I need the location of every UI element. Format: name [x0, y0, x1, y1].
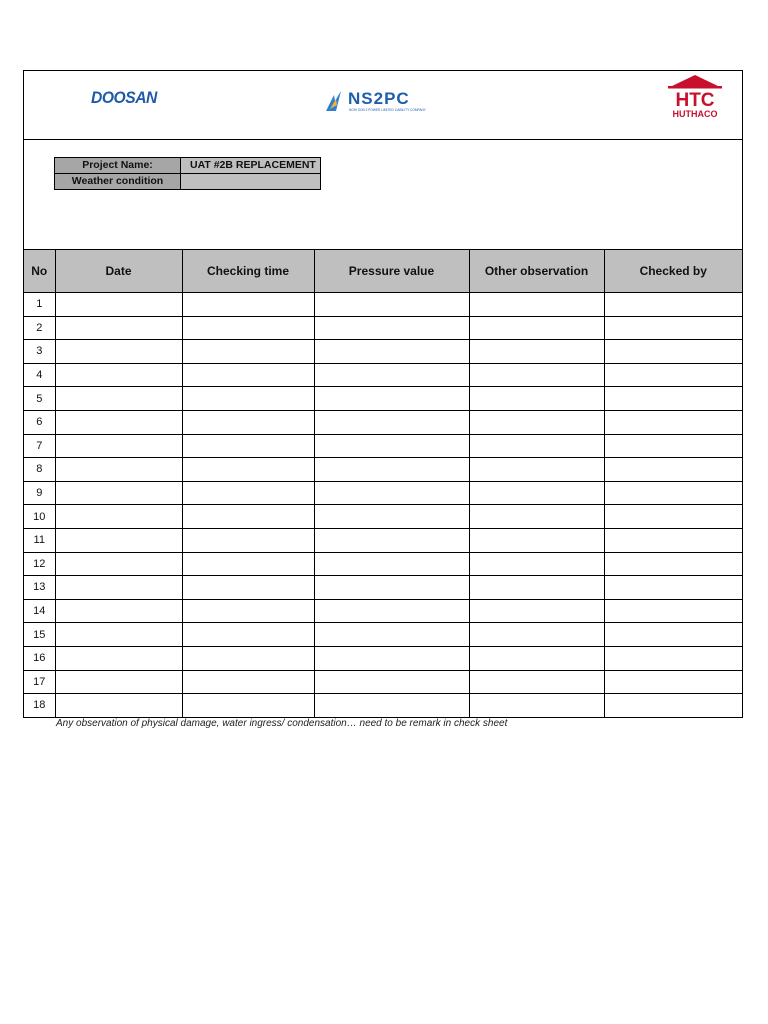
project-info-table — [54, 157, 321, 190]
htc-subtext: HUTHACO — [672, 109, 718, 119]
row-number: 8 — [24, 458, 55, 482]
other-observation-cell[interactable] — [469, 387, 604, 411]
checked-by-cell[interactable] — [604, 646, 742, 670]
table-row — [24, 363, 742, 387]
other-observation-cell[interactable] — [469, 363, 604, 387]
checked-by-cell[interactable] — [604, 599, 742, 623]
ns2pc-logo — [324, 87, 474, 115]
checked-by-cell[interactable] — [604, 528, 742, 552]
check-sheet — [23, 70, 743, 718]
table-row — [24, 458, 742, 482]
date-cell[interactable] — [55, 293, 182, 317]
date-cell[interactable] — [55, 623, 182, 647]
htc-wordmark: HTC — [675, 90, 715, 111]
checking-time-cell[interactable] — [182, 623, 314, 647]
date-cell[interactable] — [55, 481, 182, 505]
table-row — [24, 576, 742, 600]
other-observation-cell[interactable] — [469, 458, 604, 482]
other-observation-cell[interactable] — [469, 505, 604, 529]
pressure-value-cell[interactable] — [314, 552, 469, 576]
other-observation-cell[interactable] — [469, 576, 604, 600]
checked-by-cell[interactable] — [604, 363, 742, 387]
checking-time-cell[interactable] — [182, 552, 314, 576]
pressure-value-cell[interactable] — [314, 646, 469, 670]
project-info-band — [24, 140, 742, 250]
table-row — [24, 481, 742, 505]
date-cell[interactable] — [55, 505, 182, 529]
header-pressure-value: Pressure value — [314, 250, 469, 293]
table-row — [24, 646, 742, 670]
table-row — [24, 410, 742, 434]
checking-time-cell[interactable] — [182, 481, 314, 505]
other-observation-cell[interactable] — [469, 528, 604, 552]
logo-band — [24, 71, 742, 140]
row-number: 11 — [24, 528, 55, 552]
weather-value[interactable] — [181, 174, 321, 190]
table-row — [24, 505, 742, 529]
footnote: Any observation of physical damage, water ingress/ condensation… need to be remark in check sheet — [56, 718, 508, 729]
checked-by-cell[interactable] — [604, 293, 742, 317]
other-observation-cell[interactable] — [469, 410, 604, 434]
date-cell[interactable] — [55, 387, 182, 411]
header-date: Date — [55, 250, 182, 293]
table-row — [24, 694, 742, 718]
pressure-value-cell[interactable] — [314, 599, 469, 623]
weather-label: Weather condition — [55, 174, 181, 190]
row-number: 13 — [24, 576, 55, 600]
other-observation-cell[interactable] — [469, 481, 604, 505]
pressure-value-cell[interactable] — [314, 694, 469, 718]
date-cell[interactable] — [55, 694, 182, 718]
row-number: 7 — [24, 434, 55, 458]
date-cell[interactable] — [55, 552, 182, 576]
other-observation-cell[interactable] — [469, 694, 604, 718]
date-cell[interactable] — [55, 528, 182, 552]
table-row — [24, 528, 742, 552]
date-cell[interactable] — [55, 646, 182, 670]
other-observation-cell[interactable] — [469, 646, 604, 670]
checked-by-cell[interactable] — [604, 670, 742, 694]
row-number: 4 — [24, 363, 55, 387]
row-number: 2 — [24, 316, 55, 340]
checking-time-cell[interactable] — [182, 410, 314, 434]
checking-time-cell[interactable] — [182, 387, 314, 411]
project-name-value[interactable]: UAT #2B REPLACEMENT — [181, 158, 321, 174]
row-number: 18 — [24, 694, 55, 718]
row-number: 10 — [24, 505, 55, 529]
htc-logo — [666, 74, 724, 120]
table-row — [24, 552, 742, 576]
table-row — [24, 340, 742, 364]
row-number: 3 — [24, 340, 55, 364]
date-cell[interactable] — [55, 434, 182, 458]
pressure-value-cell[interactable] — [314, 410, 469, 434]
pressure-value-cell[interactable] — [314, 623, 469, 647]
other-observation-cell[interactable] — [469, 340, 604, 364]
ns2pc-wordmark: NS2PC — [348, 89, 410, 108]
checking-time-cell[interactable] — [182, 528, 314, 552]
pressure-value-cell[interactable] — [314, 528, 469, 552]
checking-time-cell[interactable] — [182, 576, 314, 600]
pressure-value-cell[interactable] — [314, 434, 469, 458]
checked-by-cell[interactable] — [604, 458, 742, 482]
checking-time-cell[interactable] — [182, 505, 314, 529]
table-row — [24, 623, 742, 647]
pressure-value-cell[interactable] — [314, 481, 469, 505]
checked-by-cell[interactable] — [604, 694, 742, 718]
table-body — [24, 293, 742, 718]
checked-by-cell[interactable] — [604, 576, 742, 600]
checked-by-cell[interactable] — [604, 552, 742, 576]
other-observation-cell[interactable] — [469, 293, 604, 317]
table-row — [24, 293, 742, 317]
checked-by-cell[interactable] — [604, 481, 742, 505]
other-observation-cell[interactable] — [469, 434, 604, 458]
checking-time-cell[interactable] — [182, 293, 314, 317]
row-number: 15 — [24, 623, 55, 647]
table-row — [24, 434, 742, 458]
header-checked-by: Checked by — [604, 250, 742, 293]
header-no: No — [24, 250, 55, 293]
row-number: 1 — [24, 293, 55, 317]
row-number: 16 — [24, 646, 55, 670]
table-row — [24, 670, 742, 694]
row-number: 12 — [24, 552, 55, 576]
check-table — [24, 250, 742, 718]
checked-by-cell[interactable] — [604, 505, 742, 529]
checking-time-cell[interactable] — [182, 599, 314, 623]
table-row — [24, 599, 742, 623]
pressure-value-cell[interactable] — [314, 387, 469, 411]
ns2pc-tagline: NGHI SON 2 POWER LIMITED LIABILITY COMPANY — [349, 108, 426, 112]
row-number: 17 — [24, 670, 55, 694]
checking-time-cell[interactable] — [182, 670, 314, 694]
checking-time-cell[interactable] — [182, 363, 314, 387]
date-cell[interactable] — [55, 410, 182, 434]
header-other-observation: Other observation — [469, 250, 604, 293]
pressure-value-cell[interactable] — [314, 670, 469, 694]
header-checking-time: Checking time — [182, 250, 314, 293]
row-number: 6 — [24, 410, 55, 434]
other-observation-cell[interactable] — [469, 599, 604, 623]
checking-time-cell[interactable] — [182, 340, 314, 364]
pressure-value-cell[interactable] — [314, 576, 469, 600]
checked-by-cell[interactable] — [604, 410, 742, 434]
other-observation-cell[interactable] — [469, 552, 604, 576]
row-number: 14 — [24, 599, 55, 623]
other-observation-cell[interactable] — [469, 316, 604, 340]
date-cell[interactable] — [55, 363, 182, 387]
checked-by-cell[interactable] — [604, 316, 742, 340]
pressure-value-cell[interactable] — [314, 340, 469, 364]
pressure-value-cell[interactable] — [314, 505, 469, 529]
date-cell[interactable] — [55, 458, 182, 482]
table-row — [24, 387, 742, 411]
checking-time-cell[interactable] — [182, 458, 314, 482]
project-name-label: Project Name: — [55, 158, 181, 174]
checked-by-cell[interactable] — [604, 387, 742, 411]
date-cell[interactable] — [55, 670, 182, 694]
row-number: 9 — [24, 481, 55, 505]
project-name-row — [55, 158, 321, 174]
row-number: 5 — [24, 387, 55, 411]
table-row — [24, 316, 742, 340]
other-observation-cell[interactable] — [469, 623, 604, 647]
checked-by-cell[interactable] — [604, 623, 742, 647]
doosan-logo: DOOSAN — [91, 88, 157, 107]
checking-time-cell[interactable] — [182, 434, 314, 458]
date-cell[interactable] — [55, 340, 182, 364]
pressure-value-cell[interactable] — [314, 458, 469, 482]
date-cell[interactable] — [55, 316, 182, 340]
table-header-row — [24, 250, 742, 293]
pressure-value-cell[interactable] — [314, 363, 469, 387]
date-cell[interactable] — [55, 576, 182, 600]
date-cell[interactable] — [55, 599, 182, 623]
pressure-value-cell[interactable] — [314, 293, 469, 317]
checking-time-cell[interactable] — [182, 646, 314, 670]
checked-by-cell[interactable] — [604, 434, 742, 458]
other-observation-cell[interactable] — [469, 670, 604, 694]
pressure-value-cell[interactable] — [314, 316, 469, 340]
checking-time-cell[interactable] — [182, 694, 314, 718]
weather-row — [55, 174, 321, 190]
checked-by-cell[interactable] — [604, 340, 742, 364]
checking-time-cell[interactable] — [182, 316, 314, 340]
